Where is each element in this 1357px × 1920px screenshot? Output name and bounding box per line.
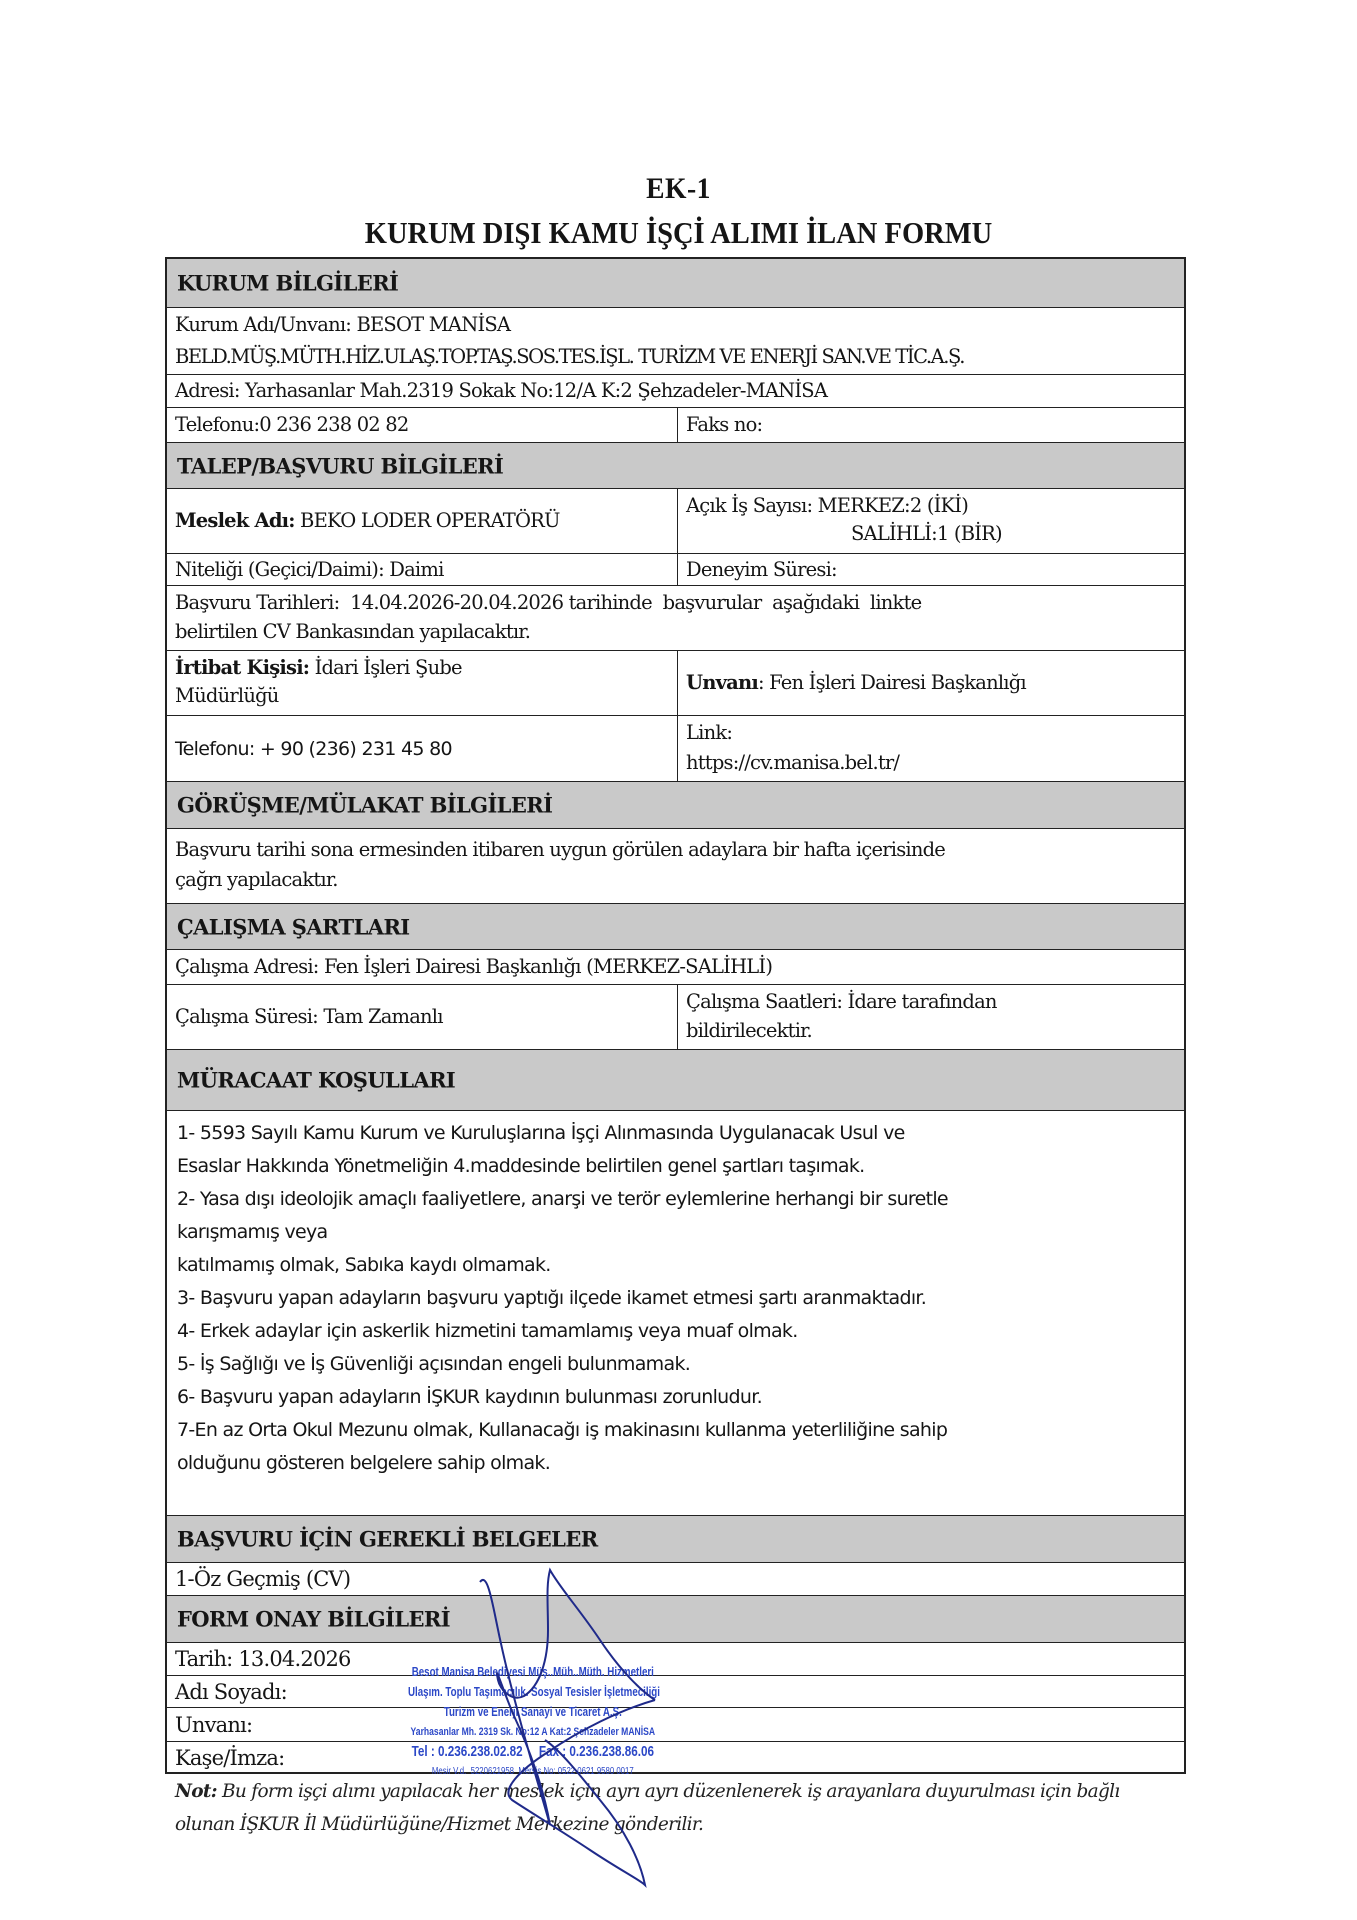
section-header-kurum	[167, 259, 1184, 307]
requirement-line: 3- Başvuru yapan adayların başvuru yaptığı ilçede ikamet etmesi şartı aranmaktadır.	[177, 1287, 927, 1309]
section-title: TALEP/BAŞVURU BİLGİLERİ	[177, 453, 504, 478]
document-row	[167, 1562, 1184, 1595]
work-address: Çalışma Adresi: Fen İşleri Dairesi Başkanlığı (MERKEZ-SALİHLİ)	[175, 955, 773, 978]
approval-date: Tarih: 13.04.2026	[175, 1647, 351, 1671]
contact-row	[167, 650, 1184, 715]
company-stamp	[408, 1662, 658, 1782]
application-dates-line2: belirtilen CV Bankasından yapılacaktır.	[175, 620, 531, 643]
stamp-line: Ulaşım. Toplu Taşımacılık. Sosyal Tesisler İşletmeciliği	[408, 1685, 660, 1699]
link-label: Link:	[686, 721, 733, 744]
interview-info-line1: Başvuru tarihi sona ermesinden itibaren uygun görülen adaylara bir hafta içerisinde	[175, 838, 946, 861]
occupation	[175, 505, 669, 537]
requirements-row	[167, 1110, 1184, 1515]
application-form-table	[165, 257, 1186, 1774]
requirement-line: karışmamış veya	[177, 1221, 328, 1243]
approval-date-row	[167, 1642, 1184, 1675]
contact-value-line2: Müdürlüğü	[175, 684, 279, 707]
stamp-line: Tel : 0.236.238.02.82 Fax : 0.236.238.86.06	[411, 1743, 655, 1760]
stamp-line: Besot Manisa Belediyesi Müş..Müh..Müth. Hizmetleri	[411, 1665, 654, 1679]
requirement-line: Esaslar Hakkında Yönetmeliğin 4.maddesinde belirtilen genel şartları taşımak.	[177, 1155, 865, 1177]
approval-name-row	[167, 1675, 1184, 1707]
requirement-line: 5- İş Sağlığı ve İş Güvenliği açısından engeli bulunmamak.	[177, 1353, 691, 1375]
nature-row	[167, 553, 1184, 585]
stamp-line: Turizm ve Enerji Sanayi ve Ticaret A.Ş.	[443, 1705, 622, 1719]
occupation-label: Meslek Adı:	[175, 509, 295, 532]
footnote	[175, 1775, 1215, 1841]
institution-name-line2: BELD.MÜŞ.MÜTH.HİZ.ULAŞ.TOP.TAŞ.SOS.TES.İŞL. TURİZM VE ENERJİ SAN.VE TİC.A.Ş.	[175, 345, 964, 368]
interview-info-line2: çağrı yapılacaktır.	[175, 868, 338, 891]
approval-title: Unvanı:	[175, 1712, 253, 1737]
form-title: KURUM DIŞI KAMU İŞÇİ ALIMI İLAN FORMU	[364, 215, 993, 250]
requirement-line: katılmamış olmak, Sabıka kaydı olmamak.	[177, 1254, 551, 1276]
footnote-text-line1: Bu form işçi alımı yapılacak her meslek için ayrı ayrı düzenlenerek iş arayanlara duyurulması için bağlı	[216, 1781, 1120, 1802]
required-document: 1-Öz Geçmiş (CV)	[175, 1567, 351, 1591]
stamp-line: Yarhasanlar Mh. 2319 Sk. No:12 A Kat:2 Şehzadeler MANİSA	[410, 1726, 656, 1738]
section-title: MÜRACAAT KOŞULLARI	[177, 1067, 456, 1093]
work-hours-line2: bildirilecektir.	[686, 1019, 812, 1042]
phone-fax-row	[167, 407, 1184, 442]
section-header-belgeler	[167, 1515, 1184, 1562]
annex-label: EK-1	[646, 172, 711, 205]
institution-phone: Telefonu:0 236 238 02 82	[175, 413, 409, 436]
institution-name	[175, 309, 1176, 373]
application-dates-row	[167, 585, 1184, 650]
approval-name: Adı Soyadı:	[175, 1679, 287, 1704]
contact-value: İdari İşleri Şube	[309, 656, 462, 679]
institution-name-row	[167, 307, 1184, 374]
contact-phone-link-row	[167, 715, 1184, 781]
experience-duration: Deneyim Süresi:	[686, 557, 837, 581]
occupation-value: BEKO LODER OPERATÖRÜ	[294, 509, 560, 532]
occupation-row	[167, 488, 1184, 553]
approval-stamp-row	[167, 1741, 1184, 1774]
interview-info	[175, 834, 1176, 896]
open-positions-merkez: Açık İş Sayısı: MERKEZ:2 (İKİ)	[686, 494, 969, 517]
work-address-row	[167, 949, 1184, 984]
institution-address: Adresi: Yarhasanlar Mah.2319 Sokak No:12/A K:2 Şehzadeler-MANİSA	[175, 379, 828, 402]
section-header-gorusme	[167, 781, 1184, 828]
section-title: ÇALIŞMA ŞARTLARI	[177, 914, 410, 939]
institution-fax: Faks no:	[686, 413, 763, 436]
work-hours-line1: Çalışma Saatleri: İdare tarafından	[686, 990, 997, 1013]
section-title: FORM ONAY BİLGİLERİ	[177, 1606, 450, 1632]
requirement-line: 2- Yasa dışı ideolojik amaçlı faaliyetlere, anarşi ve terör eylemlerine herhangi bir suretle	[177, 1188, 948, 1210]
section-header-talep	[167, 442, 1184, 488]
contact-label: İrtibat Kişisi:	[175, 656, 310, 679]
requirement-line: 6- Başvuru yapan adayların İŞKUR kaydının bulunması zorunludur.	[177, 1386, 762, 1408]
application-dates-line1: Başvuru Tarihleri: 14.04.2026-20.04.2026 tarihinde başvurular aşağıdaki linkte	[175, 591, 922, 614]
section-header-calisma	[167, 903, 1184, 949]
section-title: KURUM BİLGİLERİ	[177, 270, 399, 296]
approval-title-row	[167, 1707, 1184, 1741]
footnote-text-line2: olunan İŞKUR İl Müdürlüğüne/Hizmet Merkezine gönderilir.	[175, 1814, 704, 1835]
section-header-muracaat	[167, 1049, 1184, 1110]
stamp-line: Mesir V.d. 5220621958 Mersis No: 0522 0621 9580 0017	[431, 1766, 634, 1777]
interview-info-row	[167, 828, 1184, 903]
open-positions	[686, 490, 1176, 550]
contact-person	[175, 652, 669, 712]
section-title: GÖRÜŞME/MÜLAKAT BİLGİLERİ	[177, 792, 553, 818]
address-row	[167, 374, 1184, 407]
section-header-onay	[167, 1595, 1184, 1642]
contact-title-value: : Fen İşleri Dairesi Başkanlığı	[757, 671, 1026, 694]
section-title: BAŞVURU İÇİN GEREKLİ BELGELER	[177, 1526, 598, 1552]
application-dates	[175, 587, 1176, 648]
contact-title-label: Unvanı	[686, 671, 758, 694]
requirement-line: 7-En az Orta Okul Mezunu olmak, Kullanacağı iş makinasını kullanma yeterliliğine sahip	[177, 1419, 948, 1441]
institution-name-line1: Kurum Adı/Unvanı: BESOT MANİSA	[175, 313, 511, 336]
employment-nature: Niteliği (Geçici/Daimi): Daimi	[175, 557, 444, 581]
contact-phone: Telefonu: + 90 (236) 231 45 80	[175, 737, 452, 760]
requirement-line: olduğunu gösteren belgelere sahip olmak.	[177, 1452, 551, 1474]
requirement-line: 4- Erkek adaylar için askerlik hizmetini tamamlamış veya muaf olmak.	[177, 1320, 798, 1342]
work-duration: Çalışma Süresi: Tam Zamanlı	[175, 1005, 443, 1028]
cv-bank-link[interactable]: https://cv.manisa.bel.tr/	[686, 751, 900, 774]
requirement-line: 1- 5593 Sayılı Kamu Kurum ve Kuruluşlarına İşçi Alınmasında Uygulanacak Usul ve	[177, 1122, 905, 1144]
work-hours	[686, 986, 1176, 1047]
contact-title	[686, 667, 1176, 699]
requirements-list	[177, 1117, 1174, 1480]
approval-stamp-signature: Kaşe/İmza:	[175, 1746, 285, 1770]
open-positions-salihli: SALİHLİ:1 (BİR)	[851, 522, 1002, 545]
footnote-label: Not:	[175, 1781, 217, 1802]
application-link	[686, 717, 1176, 779]
work-duration-row	[167, 984, 1184, 1049]
